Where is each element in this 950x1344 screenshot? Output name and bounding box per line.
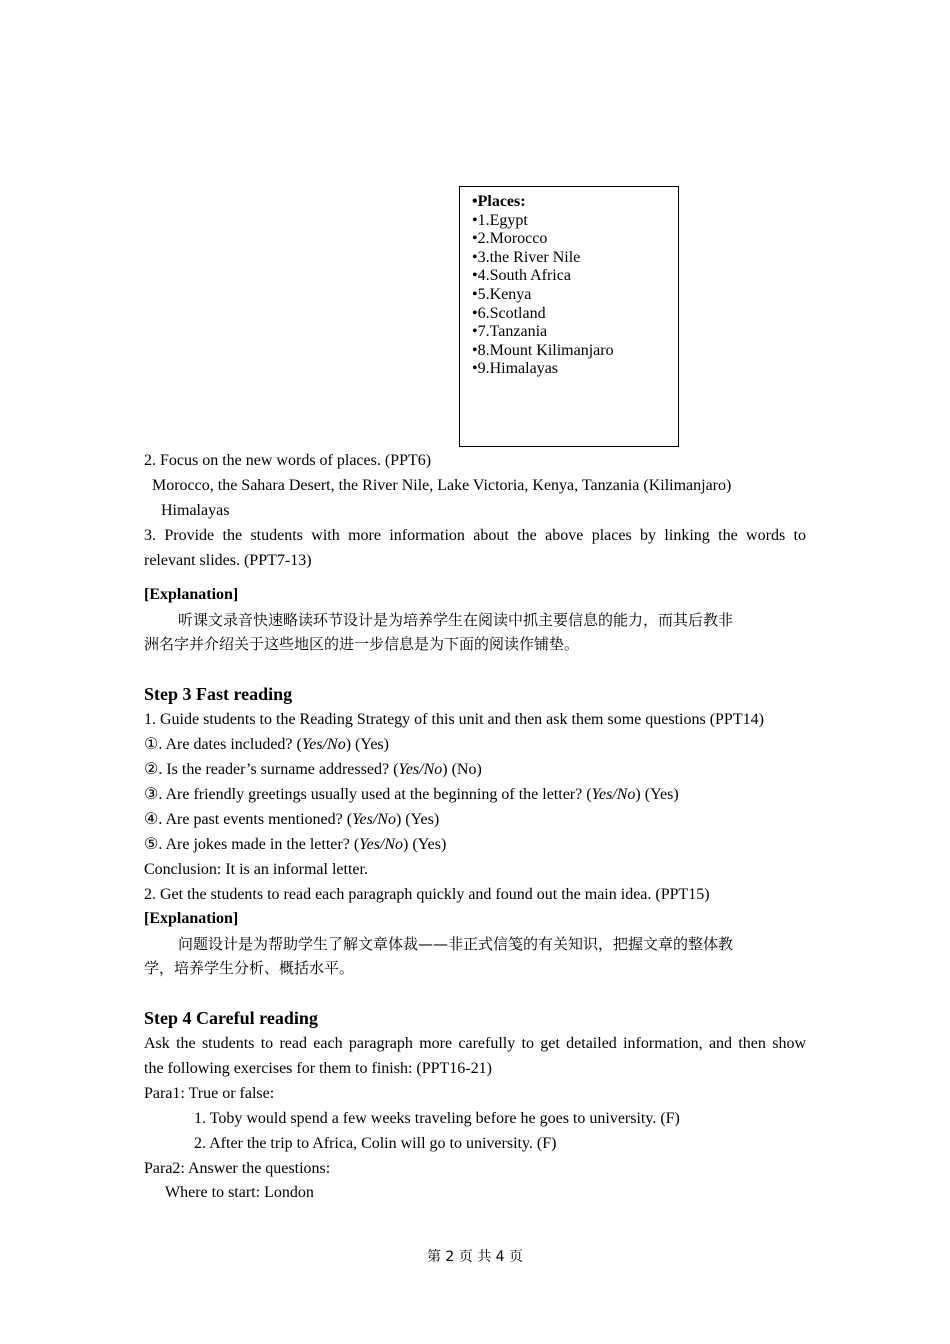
place-item: •5.Kenya (472, 285, 532, 303)
s3-intro: 1. Guide students to the Reading Strategy of this unit and then ask them some questions (PPT14) (144, 711, 764, 728)
s2-words-2: Himalayas (161, 502, 230, 519)
s4-tf-1: 1. Toby would spend a few weeks traveling before he goes to university. (F) (194, 1110, 680, 1127)
place-item: •1.Egypt (472, 211, 528, 229)
s3-question-3: ③. Are friendly greetings usually used at the beginning of the letter? (Yes/No) (Yes) (144, 786, 679, 803)
s3-question-5: ⑤. Are jokes made in the letter? (Yes/No) (Yes) (144, 836, 447, 853)
s3-cn-line2: 学，培养学生分析、概括水平。 (144, 959, 355, 977)
step3-heading: Step 3 Fast reading (144, 684, 293, 704)
s3-question-2: ②. Is the reader’s surname addressed? (Yes/No) (No) (144, 761, 482, 778)
s4-para2: Para2: Answer the questions: (144, 1160, 331, 1177)
s3-conclusion: Conclusion: It is an informal letter. (144, 861, 368, 878)
s3-question-1: ①. Are dates included? (Yes/No) (Yes) (144, 736, 389, 753)
s2-cn-line1: 听课文录音快速略读环节设计是为培养学生在阅读中抓主要信息的能力，而其后教非 (178, 611, 734, 629)
s3-question-4: ④. Are past events mentioned? (Yes/No) (Yes) (144, 811, 440, 828)
step4-heading: Step 4 Careful reading (144, 1008, 318, 1028)
place-item: •9.Himalayas (472, 360, 559, 378)
s4-intro-line2: the following exercises for them to finish: (PPT16-21) (144, 1060, 492, 1077)
s4-intro-line1: Ask the students to read each paragraph more carefully to get detailed information, and then show (144, 1035, 806, 1052)
place-item: •8.Mount Kilimanjaro (472, 341, 614, 359)
s3-item2: 2. Get the students to read each paragraph quickly and found out the main idea. (PPT15) (144, 886, 710, 903)
page-footer: 第 2 页 共 4 页 (426, 1249, 524, 1265)
s4-where-to-start: Where to start: London (165, 1184, 314, 1201)
places-box (459, 186, 679, 447)
place-item: •3.the River Nile (472, 248, 581, 266)
place-item: •6.Scotland (472, 304, 546, 322)
s2-item3-line2: relevant slides. (PPT7-13) (144, 552, 312, 569)
places-title: •Places: (472, 193, 526, 210)
s2-words: Morocco, the Sahara Desert, the River Nile, Lake Victoria, Kenya, Tanzania (Kilimanjaro) (152, 477, 732, 494)
place-item: •2.Morocco (472, 230, 548, 248)
place-item: •7.Tanzania (472, 323, 548, 341)
s4-para1: Para1: True or false: (144, 1085, 275, 1102)
s2-item2: 2. Focus on the new words of places. (PPT6) (144, 452, 432, 469)
s3-explanation-label: [Explanation] (144, 910, 239, 927)
place-item: •4.South Africa (472, 267, 571, 285)
s2-cn-line2: 洲名字并介绍关于这些地区的进一步信息是为下面的阅读作铺垫。 (144, 635, 580, 653)
s2-explanation-label: [Explanation] (144, 586, 239, 603)
s4-tf-2: 2. After the trip to Africa, Colin will go to university. (F) (194, 1135, 557, 1152)
s2-item3-line1: 3. Provide the students with more information about the above places by linking the words to (144, 527, 806, 544)
s3-cn-line1: 问题设计是为帮助学生了解文章体裁——非正式信笺的有关知识，把握文章的整体教 (178, 935, 734, 953)
